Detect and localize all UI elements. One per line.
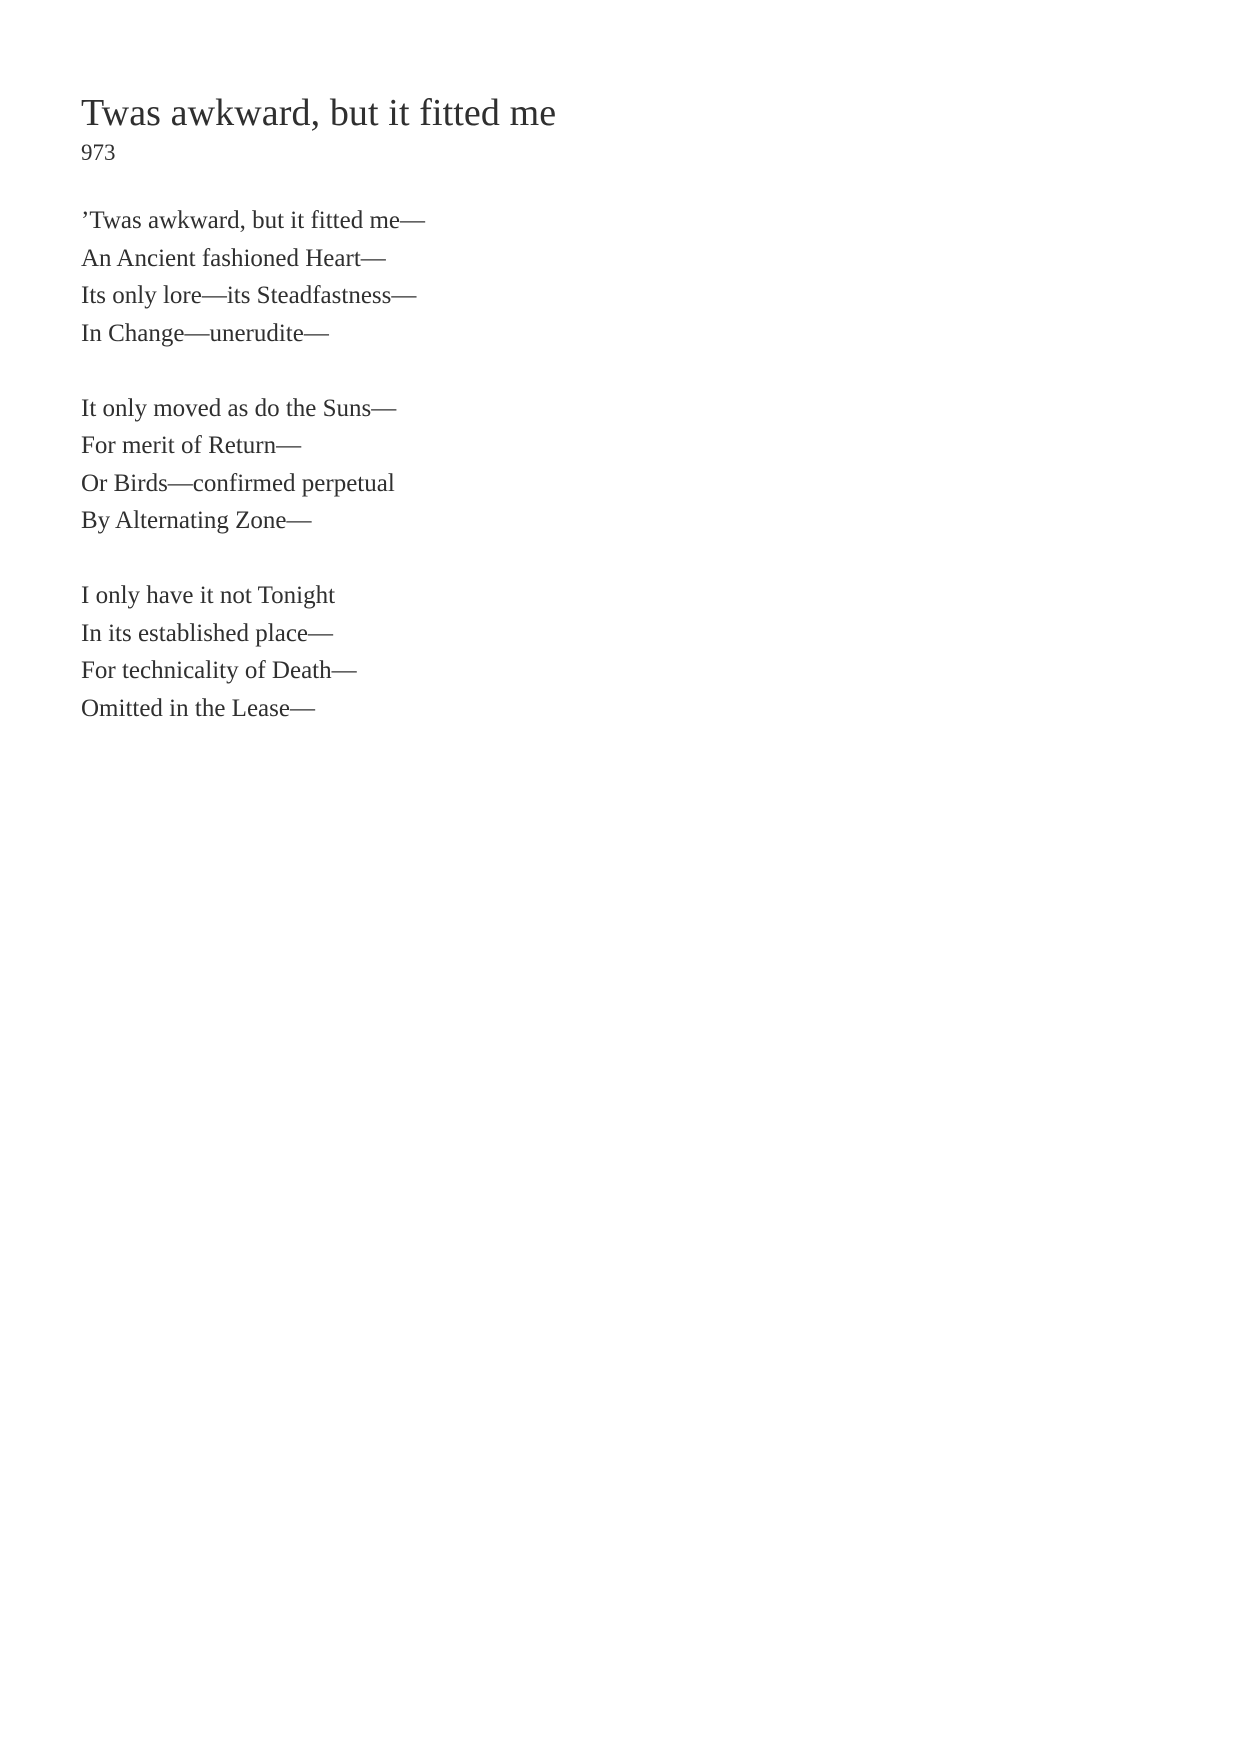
poem-line: I only have it not Tonight [81, 582, 336, 609]
poem-line: For merit of Return— [81, 432, 302, 459]
poem-line: In Change—unerudite— [81, 319, 329, 347]
poem-title: Twas awkward, but it fitted me [81, 92, 557, 134]
stanza-1 [81, 202, 1161, 352]
poem-line: By Alternating Zone— [81, 507, 312, 534]
poem-line: An Ancient fashioned Heart— [81, 244, 386, 272]
poem-line: Its only lore—its Steadfastness— [81, 282, 417, 309]
stanza-2 [81, 390, 1161, 540]
poem-line: It only moved as do the Suns— [81, 394, 397, 422]
poem-line: Or Birds—confirmed perpetual [81, 469, 395, 497]
poem-line: For technicality of Death— [81, 657, 357, 684]
poem-line: In its established place— [81, 619, 334, 647]
poem-line: ’Twas awkward, but it fitted me— [81, 207, 425, 234]
document-page [81, 88, 1161, 765]
poem-line: Omitted in the Lease— [81, 694, 315, 722]
poem-number: 973 [81, 140, 116, 165]
stanza-3 [81, 577, 1161, 727]
